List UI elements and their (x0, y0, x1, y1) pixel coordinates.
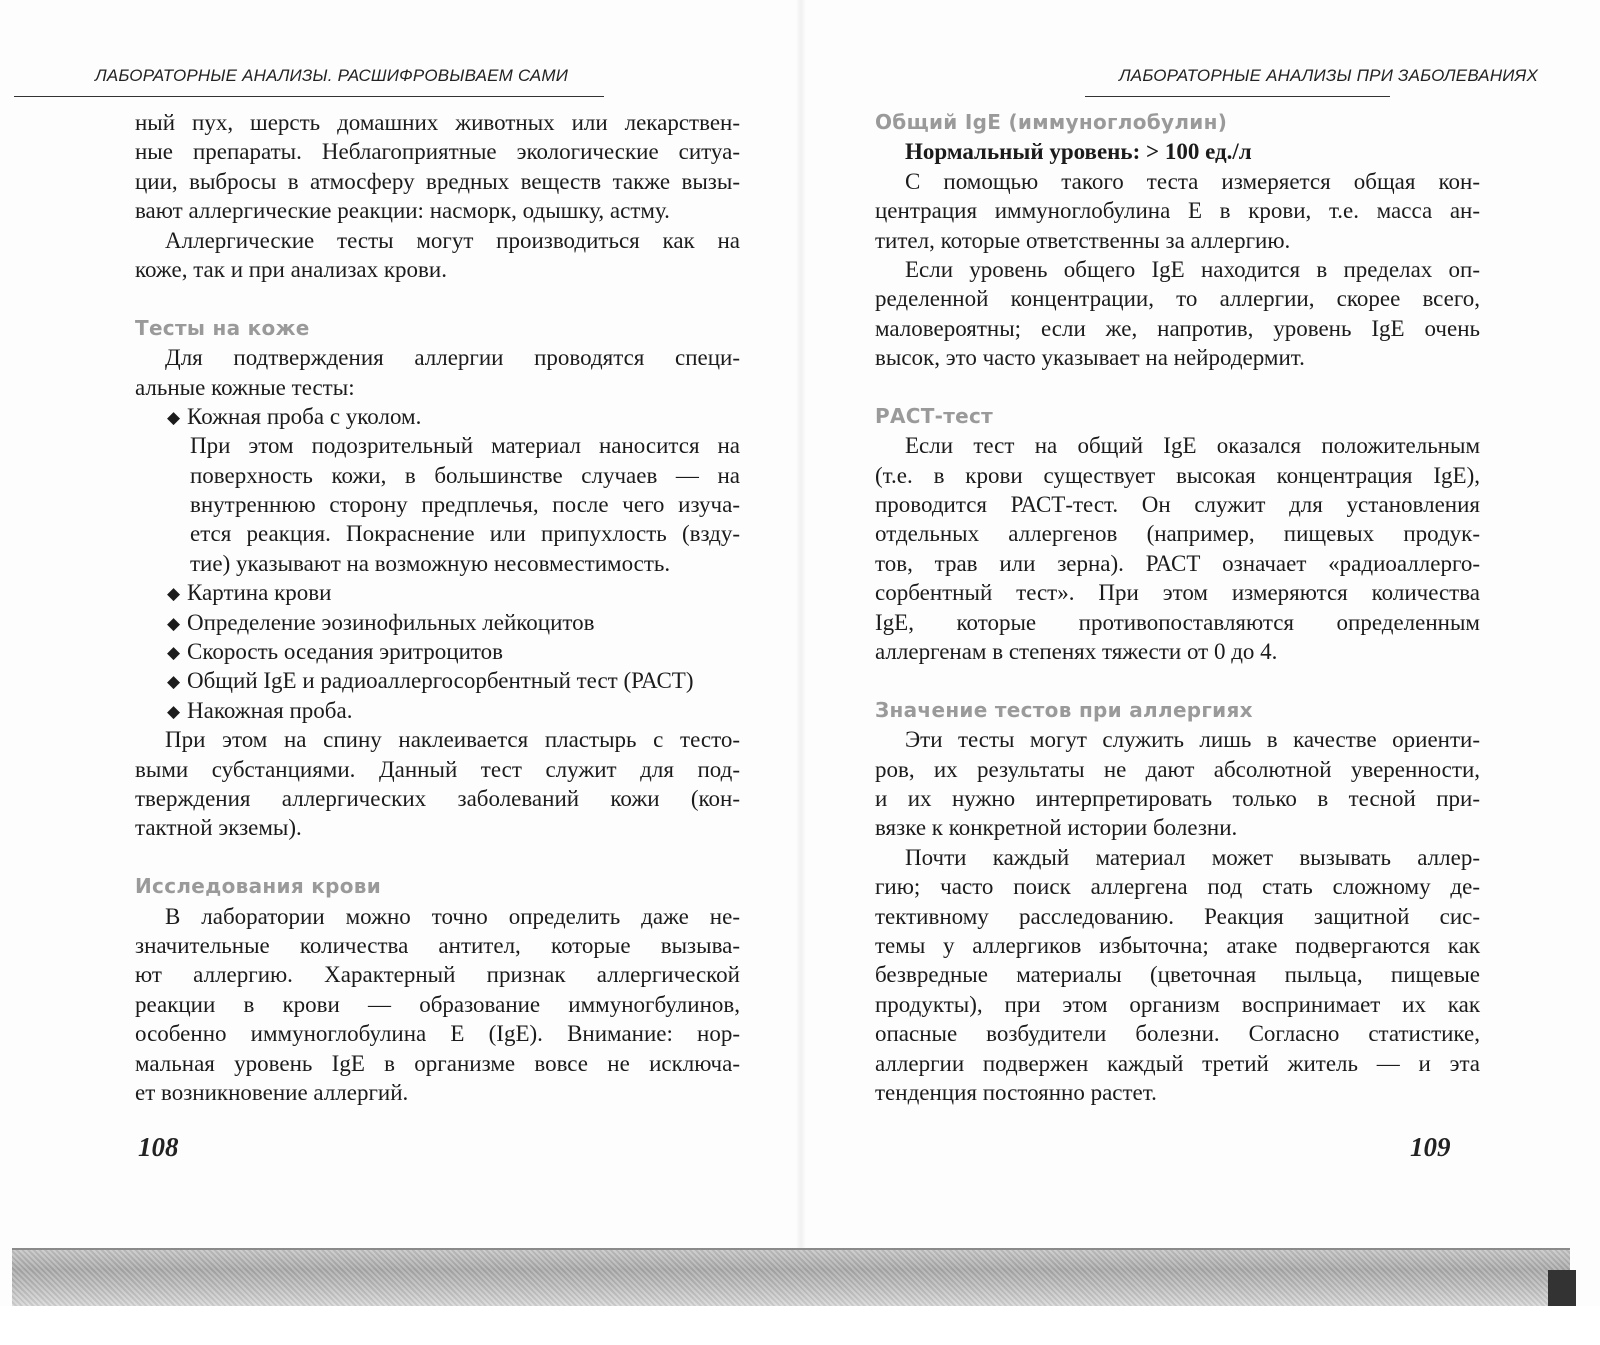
text-line: проводится РАСТ-тест. Он служит для установления (875, 492, 1480, 518)
right-page (800, 0, 1600, 1275)
section-heading-blood-tests: Исследования крови (135, 874, 382, 899)
text-line: тверждения аллергических заболеваний кожи (кон- (135, 785, 740, 811)
text-line: Аллергические тесты могут производиться как на (165, 227, 740, 253)
text-line: значительные количества антител, которые вызыва- (135, 932, 740, 958)
text-line: выми субстанциями. Данный тест служит для под- (135, 756, 740, 782)
text-line: мальная уровень IgE в организме вовсе не исключа- (135, 1050, 740, 1076)
left-running-head: ЛАБОРАТОРНЫЕ АНАЛИЗЫ. РАСШИФРОВЫВАЕМ САМИ (95, 66, 569, 85)
text-line: сорбентный тест». При этом измеряются количества (875, 580, 1480, 606)
left-header-rule (14, 96, 604, 97)
bullet-item (135, 696, 740, 725)
section-heading-test-meaning: Значение тестов при аллергиях (875, 697, 1253, 722)
bullet-item (135, 578, 740, 607)
text-line: высок, это часто указывает на нейродермит. (875, 345, 1305, 371)
text-line: тител, которые ответственны за аллергию. (875, 227, 1291, 253)
right-text-column (875, 108, 1480, 1107)
text-line: ется реакция. Покраснение или припухлость (взду- (190, 521, 740, 547)
text-line: отдельных аллергенов (например, пищевых продук- (875, 521, 1480, 547)
diamond-bullet-icon: ◆ (167, 407, 181, 428)
text-line: С помощью такого теста измеряется общая кон- (905, 168, 1480, 194)
text-line: вязке к конкретной истории болезни. (875, 815, 1238, 841)
scan-corner-mark (1548, 1270, 1576, 1306)
text-line: ров, их результаты не дают абсолютной уверенности, (875, 756, 1480, 782)
text-line: центрация иммуноглобулина Е в крови, т.е. масса ан- (875, 198, 1480, 224)
diamond-bullet-icon: ◆ (167, 701, 181, 722)
text-line: В лаборатории можно точно определить даже не- (165, 903, 740, 929)
text-line: альные кожные тесты: (135, 374, 355, 400)
text-line: маловероятны; если же, напротив, уровень IgE очень (875, 315, 1480, 341)
spacer (875, 666, 1480, 695)
text-line: ет возникновение аллергий. (135, 1079, 409, 1105)
text-line: продукты), при этом организм воспринимает их как (875, 991, 1480, 1017)
text-line: ный пух, шерсть домашних животных или лекарствен- (135, 110, 740, 135)
left-page-number: 108 (138, 1132, 179, 1162)
text-line: (т.е. в крови существует высокая концентрация IgE), (875, 462, 1480, 488)
bullet-item (135, 402, 740, 431)
text-line: Если уровень общего IgE находится в пределах оп- (905, 256, 1480, 282)
text-line: тие) указывают на возможную несовместимость. (190, 550, 671, 576)
bullet-text: Определение эозинофильных лейкоцитов (187, 609, 595, 635)
bullet-text: Накожная проба. (187, 697, 353, 723)
text-line: При этом на спину наклеивается пластырь с тесто- (165, 727, 740, 753)
text-line: ные препараты. Неблагоприятные экологические ситуа- (135, 139, 740, 165)
text-line: тактной экземы). (135, 815, 302, 841)
left-page (0, 0, 800, 1275)
bullet-text: Картина крови (187, 580, 332, 606)
diamond-bullet-icon: ◆ (167, 672, 181, 693)
section-heading-skin-tests: Тесты на коже (135, 315, 310, 340)
text-line: аллергии подвержен каждый третий житель — и эта (875, 1050, 1480, 1076)
spacer (875, 373, 1480, 402)
bullet-text: Общий IgE и радиоаллергосорбентный тест (РАСТ) (187, 668, 694, 694)
right-page-number: 109 (1410, 1132, 1451, 1162)
spacer (135, 843, 740, 872)
text-line: коже, так и при анализах крови. (135, 256, 447, 282)
spacer (135, 284, 740, 313)
bullet-item (135, 608, 740, 637)
diamond-bullet-icon: ◆ (167, 613, 181, 634)
text-line: темы у аллергиков избыточна; атаке подвергаются как (875, 932, 1480, 958)
right-header-rule (1085, 96, 1390, 97)
text-line: Для подтверждения аллергии проводятся специ- (165, 345, 740, 371)
text-line: поверхность кожи, в большинстве случаев — на (190, 462, 740, 488)
diamond-bullet-icon: ◆ (167, 584, 181, 605)
text-line: IgE, которые противопоставляются определенным (875, 609, 1480, 635)
text-line: гию; часто поиск аллергена под стать сложному де- (875, 874, 1480, 900)
text-line: тективному расследованию. Реакция защитной сис- (875, 903, 1480, 929)
text-line: ределенной концентрации, то аллергии, скорее всего, (875, 286, 1480, 312)
text-line: Если тест на общий IgE оказался положительным (905, 433, 1480, 459)
scan-edge-band (12, 1250, 1570, 1306)
text-line: ции, выбросы в атмосферу вредных веществ также вызы- (135, 168, 740, 194)
right-running-head: ЛАБОРАТОРНЫЕ АНАЛИЗЫ ПРИ ЗАБОЛЕВАНИЯХ (1118, 66, 1538, 85)
scan-bottom-margin (0, 1306, 1600, 1345)
section-heading-rast-test: РАСТ-тест (875, 403, 994, 428)
bullet-item (135, 666, 740, 695)
left-text-column (135, 108, 740, 1107)
text-line: ют аллергию. Характерный признак аллергической (135, 962, 740, 988)
text-line: опасные возбудители болезни. Согласно статистике, (875, 1021, 1480, 1047)
text-line: безвредные материалы (цветочная пыльца, пищевые (875, 962, 1480, 988)
text-line: тенденция постоянно растет. (875, 1079, 1157, 1105)
text-line: вают аллергические реакции: насморк, одышку, астму. (135, 198, 670, 224)
bullet-text: Скорость оседания эритроцитов (187, 639, 503, 665)
section-heading-total-ige: Общий IgE (иммуноглобулин) (875, 110, 1228, 134)
text-line: аллергенам в степенях тяжести от 0 до 4. (875, 639, 1278, 665)
bullet-item (135, 637, 740, 666)
text-line: тов, трав или зерна). РАСТ означает «радиоаллерго- (875, 550, 1480, 576)
text-line: и их нужно интерпретировать только в тесной при- (875, 785, 1480, 811)
text-line: внутреннюю сторону предплечья, после чего изуча- (190, 492, 740, 518)
text-line: Эти тесты могут служить лишь в качестве ориенти- (905, 727, 1480, 753)
normal-level-line: Нормальный уровень: > 100 ед./л (905, 139, 1252, 165)
text-line: При этом подозрительный материал наносится на (190, 433, 740, 459)
text-line: Почти каждый материал может вызывать аллер- (905, 844, 1480, 870)
text-line: особенно иммуноглобулина Е (IgE). Внимание: нор- (135, 1021, 740, 1047)
diamond-bullet-icon: ◆ (167, 643, 181, 664)
bullet-text: Кожная проба с уколом. (187, 403, 422, 429)
text-line: реакции в крови — образование иммуногбулинов, (135, 991, 740, 1017)
